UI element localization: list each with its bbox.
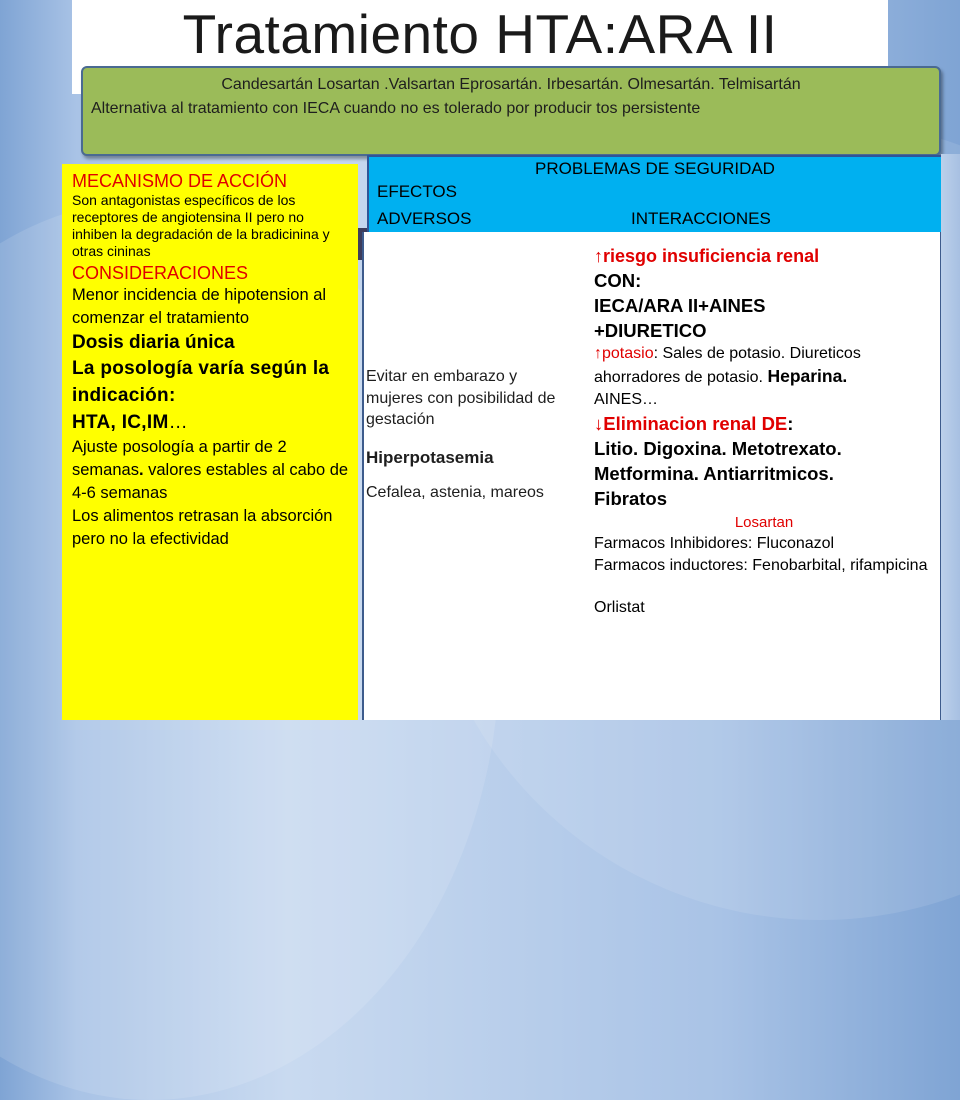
- renal-risk-combo-1: IECA/ARA II+AINES: [594, 295, 766, 316]
- renal-elimination-drugs-3: Fibratos: [594, 488, 667, 509]
- interactions-column: [594, 244, 934, 619]
- renal-elimination-label: ↓Eliminacion renal DE: [594, 413, 788, 434]
- ieca-alternative-note: Alternativa al tratamiento con IECA cuando no es tolerado por producir tos persistente: [91, 100, 701, 117]
- aines-text: AINES…: [594, 391, 659, 408]
- drugs-box: [81, 66, 941, 156]
- hyperkalemia-effect: Hiperpotasemia: [366, 447, 494, 467]
- safety-content-box: [362, 232, 942, 720]
- adjust-text-b: valores estables al cabo de 4-6 semanas: [72, 461, 349, 502]
- consideration-dose-adjust: [72, 436, 352, 505]
- drug-list: Candesartán Losartan .Valsartan Eprosartán. Irbesartán. Olmesartán. Telmisartán: [221, 76, 801, 93]
- losartan-inhibitors: Farmacos Inhibidores: Fluconazol: [594, 535, 835, 552]
- indications-text: HTA, IC,IM: [72, 412, 169, 433]
- right-edge-decoration: [941, 154, 960, 720]
- losartan-subheading: Losartan: [734, 514, 794, 531]
- interactions-label: INTERACCIONES: [631, 209, 771, 228]
- slide-title: Tratamiento HTA:ARA II: [182, 3, 778, 65]
- safety-heading: PROBLEMAS DE SEGURIDAD: [535, 159, 775, 178]
- renal-risk-heading: ↑riesgo insuficiencia renal: [594, 246, 820, 266]
- renal-risk-combo-2: +DIURETICO: [594, 320, 707, 341]
- consideration-hypotension: Menor incidencia de hipotension al comenzar el tratamiento: [72, 286, 327, 327]
- mechanism-text: Son antagonistas específicos de los receptores de angiotensina II pero no inhiben la degradación de la bradicinina y otras cininas: [72, 192, 330, 259]
- adjust-text-a: Ajuste posología a partir de 2 semanas: [72, 438, 287, 479]
- renal-elimination-colon: :: [787, 413, 794, 434]
- considerations-heading: CONSIDERACIONES: [72, 263, 249, 283]
- consideration-indications: [72, 409, 352, 436]
- losartan-inducers: Farmacos inductores: Fenobarbital, rifampicina: [594, 557, 928, 574]
- heparin-text: Heparina.: [767, 366, 848, 386]
- consideration-food: Los alimentos retrasan la absorción pero no la efectividad: [72, 507, 333, 548]
- potassium-interactions: [594, 343, 934, 389]
- renal-elimination-drugs-1: Litio. Digoxina. Metotrexato.: [594, 438, 842, 459]
- other-effects: Cefalea, astenia, mareos: [366, 484, 544, 501]
- effects-label-2: ADVERSOS: [377, 209, 472, 228]
- mechanism-considerations-box: [62, 164, 358, 720]
- safety-header-box: [367, 155, 943, 237]
- mechanism-heading: MECANISMO DE ACCIÓN: [72, 171, 288, 191]
- renal-risk-con: CON:: [594, 270, 642, 291]
- consideration-dose-varies: La posología varía según la indicación:: [72, 358, 330, 406]
- effects-label-1: EFECTOS: [377, 182, 457, 201]
- consideration-single-dose: Dosis diaria única: [72, 332, 235, 353]
- indications-ellipsis: …: [168, 412, 188, 433]
- adjust-dot: .: [138, 461, 144, 479]
- potassium-text: : Sales de potasio. Diureticos ahorradores de potasio.: [594, 345, 861, 386]
- orlistat-text: Orlistat: [594, 599, 645, 616]
- renal-elimination-heading: [594, 411, 934, 436]
- adverse-effects-column: [364, 366, 571, 504]
- pregnancy-warning: Evitar en embarazo y mujeres con posibilidad de gestación: [366, 368, 556, 428]
- potassium-prefix: ↑potasio: [594, 345, 654, 362]
- renal-elimination-drugs-2: Metformina. Antiarritmicos.: [594, 463, 834, 484]
